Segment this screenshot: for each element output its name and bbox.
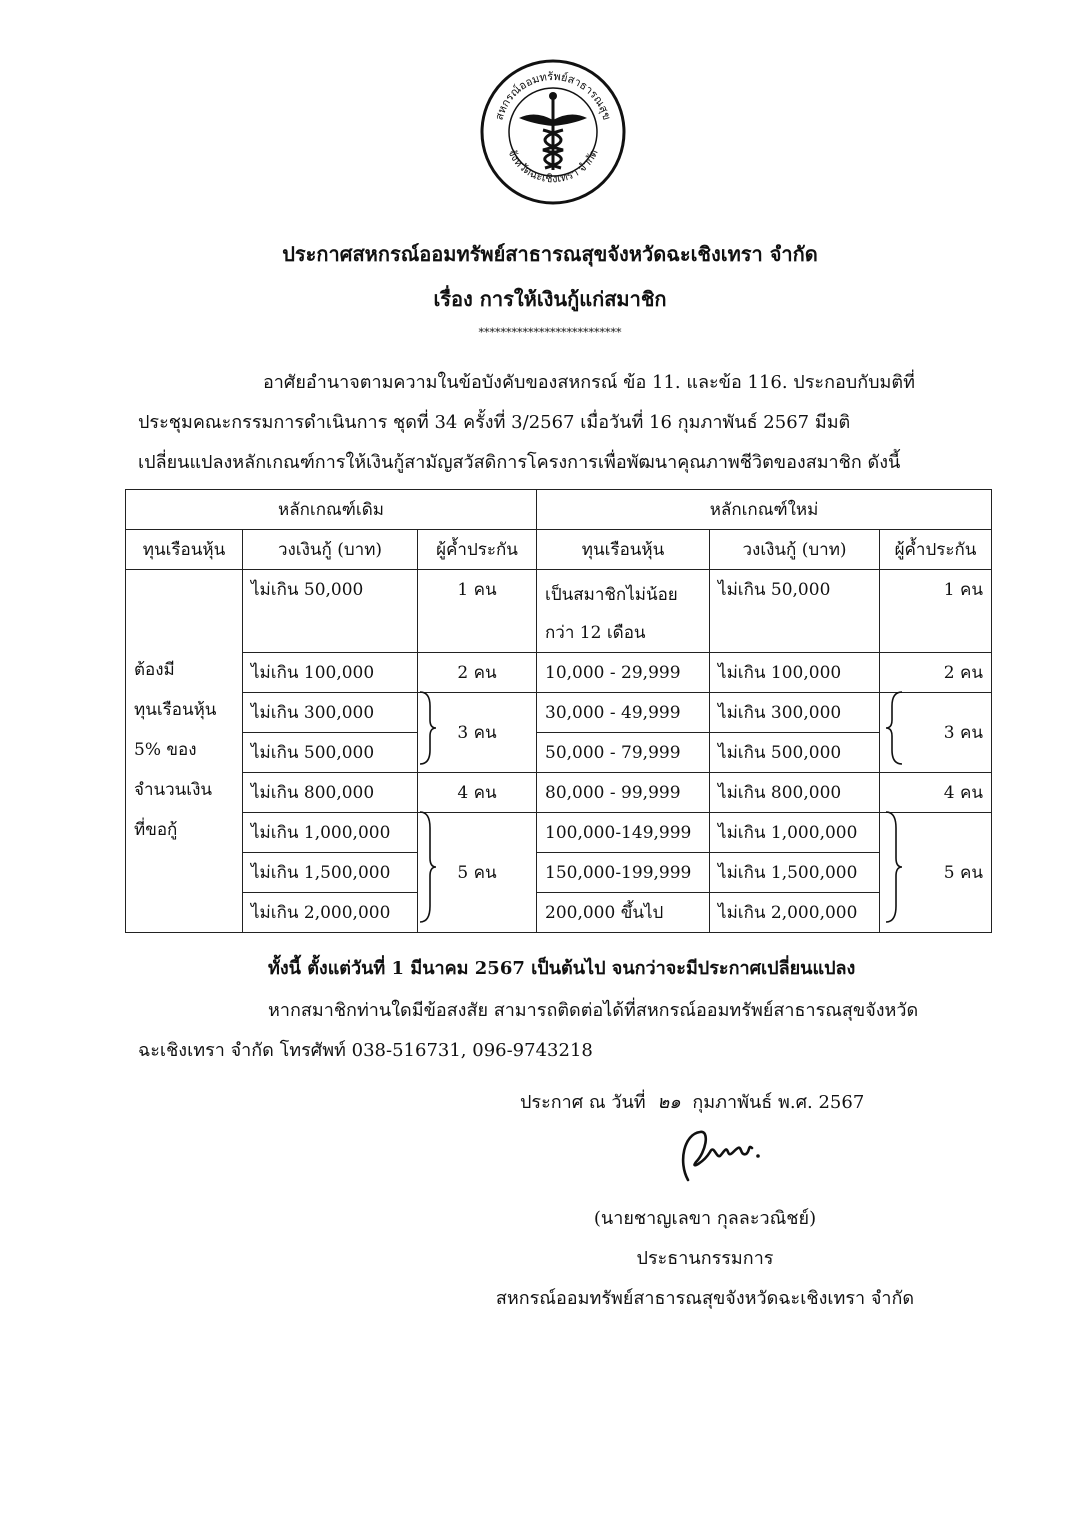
announce-day: ๒๑ [657,1092,681,1113]
new-shares-line: กว่า 12 เดือน [545,623,646,643]
intro-line-2: ประชุมคณะกรรมการดำเนินการ ชุดที่ 34 ครั้งที่ 3/2567 เมื่อวันที่ 16 กุมภาพันธ์ 2567 มีมติ [138,412,851,433]
new-shares-line: เป็นสมาชิกไม่น้อย [545,585,678,605]
old-guarantor-cell: 1 คน [418,570,537,653]
old-limit-cell: ไม่เกิน 50,000 [243,570,418,653]
cooperative-seal [479,58,627,206]
intro-line-1: อาศัยอำนาจตามความในข้อบังคับของสหกรณ์ ข้อ 11. และข้อ 116. ประกอบกับมติที่ [263,372,915,393]
new-limit-cell: ไม่เกิน 50,000 [710,570,880,653]
svg-text:จังหวัดฉะเชิงเทรา จำกัด: จังหวัดฉะเชิงเทรา จำกัด [505,147,601,186]
old-limit-cell: ไม่เกิน 500,000 [243,733,418,773]
col-header-old-guarantor: ผู้ค้ำประกัน [418,530,537,570]
new-limit-cell: ไม่เกิน 1,500,000 [710,853,880,893]
col-header-new-limit: วงเงินกู้ (บาท) [710,530,880,570]
old-shares-line: ทุนเรือนหุ้น [134,700,217,720]
col-header-old-limit: วงเงินกู้ (บาท) [243,530,418,570]
new-shares-cell: 100,000-149,999 [537,813,710,853]
new-guarantor-cell: 5 คน [880,813,992,933]
new-shares-cell: 50,000 - 79,999 [537,733,710,773]
new-limit-cell: ไม่เกิน 800,000 [710,773,880,813]
table-row [126,853,992,893]
table-row [126,813,992,853]
old-limit-cell: ไม่เกิน 100,000 [243,653,418,693]
loan-criteria-table [125,489,992,933]
table-row [126,733,992,773]
new-limit-cell: ไม่เกิน 1,000,000 [710,813,880,853]
brace-old-5 [418,810,438,924]
table-row [126,693,992,733]
col-header-old-shares: ทุนเรือนหุ้น [126,530,243,570]
svg-text:สหกรณ์ออมทรัพย์สาธารณสุข: สหกรณ์ออมทรัพย์สาธารณสุข [492,69,614,122]
table-group-header-row [126,490,992,530]
announce-suffix: กุมภาพันธ์ พ.ศ. 2567 [692,1092,865,1113]
new-shares-cell: 80,000 - 99,999 [537,773,710,813]
intro-line-3: เปลี่ยนแปลงหลักเกณฑ์การให้เงินกู้สามัญสวัสดิการโครงการเพื่อพัฒนาคุณภาพชีวิตของสมาชิก ดังนี้ [138,452,901,473]
old-limit-cell: ไม่เกิน 1,000,000 [243,813,418,853]
old-guarantor-cell: 3 คน [418,693,537,773]
old-shares-line: 5% ของ [134,740,197,760]
new-shares-cell [537,570,710,653]
old-limit-cell: ไม่เกิน 800,000 [243,773,418,813]
new-limit-cell: ไม่เกิน 100,000 [710,653,880,693]
col-header-new-guarantor: ผู้ค้ำประกัน [880,530,992,570]
new-guarantor-cell: 3 คน [880,693,992,773]
new-limit-cell: ไม่เกิน 2,000,000 [710,893,880,933]
table-row [126,570,992,653]
contact-line-1: หากสมาชิกท่านใดมีข้อสงสัย สามารถติดต่อได้ที่สหกรณ์ออมทรัพย์สาธารณสุขจังหวัด [268,1000,919,1021]
signer-position: ประธานกรรมการ [636,1248,774,1269]
old-guarantor-cell: 5 คน [418,813,537,933]
table-row [126,893,992,933]
brace-new-3 [884,690,904,766]
announcement-subject: เรื่อง การให้เงินกู้แก่สมาชิก [433,287,667,311]
announce-date [520,1084,1020,1122]
contact-line-2: ฉะเชิงเทรา จำกัด โทรศัพท์ 038-516731, 096-9743218 [138,1040,593,1061]
old-shares-line: ที่ขอกู้ [134,820,178,840]
old-shares-line: จำนวนเงิน [134,780,213,800]
old-limit-cell: ไม่เกิน 1,500,000 [243,853,418,893]
new-shares-cell: 30,000 - 49,999 [537,693,710,733]
old-limit-cell: ไม่เกิน 300,000 [243,693,418,733]
separator-stars: ************************** [478,326,622,339]
new-limit-cell: ไม่เกิน 300,000 [710,693,880,733]
brace-old-3 [418,690,438,766]
old-shares-line: ต้องมี [134,660,175,680]
new-shares-cell: 150,000-199,999 [537,853,710,893]
new-shares-cell: 10,000 - 29,999 [537,653,710,693]
new-shares-cell: 200,000 ขึ้นไป [537,893,710,933]
old-shares-requirement [126,570,243,933]
table-row [126,773,992,813]
brace-new-5 [884,810,904,924]
announce-prefix: ประกาศ ณ วันที่ [520,1092,646,1113]
group-header-new: หลักเกณฑ์ใหม่ [537,490,992,530]
announcement-title: ประกาศสหกรณ์ออมทรัพย์สาธารณสุขจังหวัดฉะเชิงเทรา จำกัด [282,242,818,266]
handwritten-signature [670,1122,770,1190]
new-guarantor-cell: 4 คน [880,773,992,813]
old-guarantor-cell: 2 คน [418,653,537,693]
old-guarantor-cell: 4 คน [418,773,537,813]
col-header-new-shares: ทุนเรือนหุ้น [537,530,710,570]
table-row [126,653,992,693]
new-limit-cell: ไม่เกิน 500,000 [710,733,880,773]
group-header-old: หลักเกณฑ์เดิม [126,490,537,530]
old-limit-cell: ไม่เกิน 2,000,000 [243,893,418,933]
signer-name: (นายชาญเลขา กุลละวณิชย์) [593,1208,817,1229]
new-guarantor-cell: 1 คน [880,570,992,653]
effective-date-notice: ทั้งนี้ ตั้งแต่วันที่ 1 มีนาคม 2567 เป็นต้นไป จนกว่าจะมีประกาศเปลี่ยนแปลง [268,958,856,979]
new-guarantor-cell: 2 คน [880,653,992,693]
table-column-header-row [126,530,992,570]
signer-organization: สหกรณ์ออมทรัพย์สาธารณสุขจังหวัดฉะเชิงเทรา จำกัด [495,1288,915,1309]
